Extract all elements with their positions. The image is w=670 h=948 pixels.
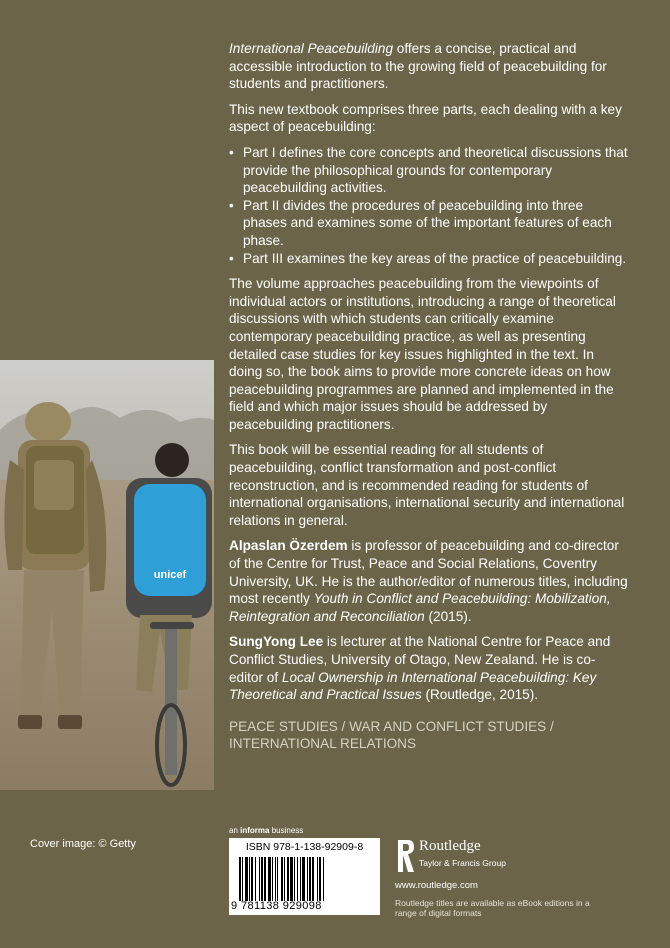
informa-prefix: an <box>229 826 241 835</box>
barcode-bar <box>272 857 273 901</box>
barcode-bar <box>297 857 298 901</box>
subject-categories: PEACE STUDIES / WAR AND CONFLICT STUDIES / INTERNATIONAL RELATIONS <box>229 718 554 752</box>
barcode-icon <box>239 857 370 901</box>
barcode-bar <box>255 857 256 901</box>
barcode-bar <box>287 857 289 901</box>
approach-paragraph: The volume approaches peacebuilding from the viewpoints of individual actors or institutions, introducing a range of theoretical discussions with which students can critically examine contemporary peacebuilding practice, as well as presenting detailed case studies for key issues highlighted in the text. In doing so, the book aims to provide more concrete ideas on how peacebuilding programmes are planned and implemented in the field and which major issues should be addressed by peacebuilding practitioners. <box>229 276 616 432</box>
author2-name: SungYong Lee <box>229 634 324 650</box>
barcode-bar <box>312 857 314 901</box>
barcode-bar <box>261 857 263 901</box>
barcode-bar <box>307 857 308 901</box>
back-cover-text <box>229 40 629 761</box>
barcode-bar <box>259 857 260 901</box>
author2-book: Local Ownership in International Peacebuilding: Key Theoretical and Practical Issues <box>229 669 597 703</box>
barcode-bar <box>277 857 278 901</box>
parts-intro: This new textbook comprises three parts, each dealing with a key aspect of peacebuilding: <box>229 101 622 135</box>
parts-list <box>229 144 629 267</box>
author1-bio <box>229 537 629 625</box>
cover-photo <box>0 360 214 790</box>
isbn-number: ISBN 978-1-138-92909-8 <box>245 841 364 853</box>
part-item: • Part II divides the procedures of peacebuilding into three phases and examines some of the important features of each phase. <box>243 197 629 250</box>
publisher-group: Taylor & Francis Group <box>419 858 506 868</box>
publisher-url: www.routledge.com <box>395 880 478 891</box>
barcode-digits: 9 781138 929098 <box>231 900 322 912</box>
barcode-bar <box>275 857 276 901</box>
barcode-bar <box>242 857 243 901</box>
cover-credit: Cover image: © Getty <box>30 838 136 850</box>
author2-bio-text: is lecturer at the National Centre for Peace and Conflict Studies, University of Otago, New Zealand. He is co-editor of <box>229 634 611 685</box>
intro-paragraph <box>229 40 629 93</box>
intro-text: offers a concise, practical and accessible introduction to the growing field of peacebuilding for students and practitioners. <box>229 41 607 92</box>
barcode-bar <box>317 857 318 901</box>
ebook-note: Routledge titles are available as eBook editions in a range of digital formats <box>395 898 590 918</box>
author1-name: Alpaslan Özerdem <box>229 538 348 554</box>
barcode-bar <box>323 857 324 901</box>
barcode-bar <box>284 857 285 901</box>
barcode-bar <box>249 857 250 901</box>
barcode-bar <box>300 857 301 901</box>
author1-book: Youth in Conflict and Peacebuilding: Mobilization, Reintegration and Reconciliation <box>229 591 611 624</box>
part-item: • Part I defines the core concepts and theoretical discussions that provide the philosophical grounds for contemporary peacebuilding activities. <box>243 144 629 197</box>
barcode-bar <box>281 857 283 901</box>
barcode-bar <box>268 857 271 901</box>
photo-illustration <box>0 360 214 790</box>
author1-bio-end: (2015). <box>424 608 472 624</box>
barcode-bar <box>290 857 293 901</box>
author2-bio-end: (Routledge, 2015). <box>421 687 539 703</box>
barcode-bar <box>239 857 241 901</box>
barcode-bar <box>319 857 321 901</box>
intro-book-title: International Peacebuilding <box>229 41 394 56</box>
isbn-barcode <box>229 838 380 915</box>
author1-bio-text: is professor of peacebuilding and co-director of the Centre for Trust, Peace and Social Relations, Coventry University, UK. He is the author/editor of numerous titles, including most recently <box>229 538 628 607</box>
routledge-logo-icon <box>395 838 415 874</box>
barcode-bar <box>309 857 311 901</box>
informa-suffix: business <box>269 826 304 835</box>
informa-brand: informa <box>240 826 270 835</box>
barcode-bar <box>294 857 295 901</box>
audience-paragraph: This book will be essential reading for all students of peacebuilding, conflict transformation and post-conflict reconstruction, and is recommended reading for students of international organisations, international security and international relations in general. <box>229 442 625 528</box>
informa-label <box>229 826 303 835</box>
author2-bio <box>229 633 629 703</box>
publisher-name: Routledge <box>419 838 481 854</box>
barcode-bar <box>264 857 266 901</box>
part-item: • Part III examines the key areas of the practice of peacebuilding. <box>243 250 629 268</box>
barcode-bar <box>251 857 253 901</box>
unicef-logo: unicef <box>153 569 187 581</box>
barcode-bar <box>245 857 248 901</box>
barcode-bar <box>302 857 305 901</box>
